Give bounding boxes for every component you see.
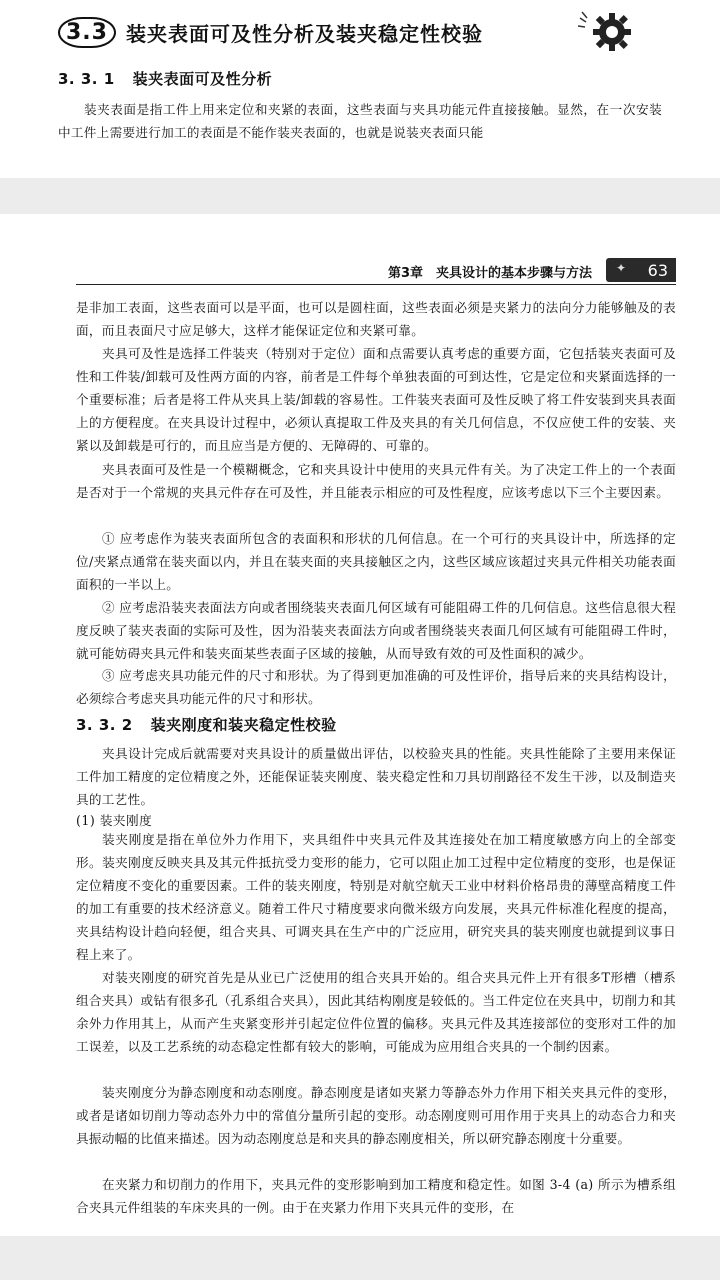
section-number: 3.3	[58, 17, 116, 48]
paragraph: 装夹刚度是指在单位外力作用下，夹具组件中夹具元件及其连接处在加工精度敏感方向上的全部变形。装夹刚度反映夹具及其元件抵抗受力变形的能力，它可以阻止加工过程中定位精度的变形，也是保证定位精度不变化的重要因素。工件的装夹刚度，特别是对航空航天工业中材料价格昂贵的薄壁高精度工件的加工有重要的技术经济意义。随着工件尺寸精度要求向微米级方向发展，夹具元件标准化程度的提高，夹具结构设计趋向轻便，组合夹具、可调夹具在生产中的广泛应用，研究夹具的装夹刚度也就提到议事日程上来了。	[76, 832, 676, 962]
paragraph: ① 应考虑作为装夹表面所包含的表面积和形状的几何信息。在一个可行的夹具设计中，所选择的定位/夹紧点通常在装夹面以内，并且在装夹面的夹具接触区之内，这些区域应该超过夹具元件相关功能表面面积的一半以上。	[76, 531, 676, 592]
paragraph: 在夹紧力和切削力的作用下，夹具元件的变形影响到加工精度和稳定性。如图 3-4 (a) 所示为槽系组合夹具元件组装的车床夹具的一例。由于在夹紧力作用下夹具元件的变形，在	[76, 1177, 676, 1215]
paragraph: 装夹刚度分为静态刚度和动态刚度。静态刚度是诸如夹紧力等静态外力作用下相关夹具元件的变形，或者是诸如切削力等动态外力中的常值分量所引起的变形。动态刚度则可用作用于夹具上的动态合力和夹具振动幅的比值来描述。因为动态刚度总是和夹具的静态刚度相关，所以研究静态刚度十分重要。	[76, 1085, 676, 1146]
subsection-number: 3. 3. 1	[58, 70, 115, 88]
subsection-title: 装夹表面可及性分析	[132, 70, 273, 88]
section-banner	[58, 12, 483, 52]
paragraph: 夹具可及性是选择工件装夹（特别对于定位）面和点需要认真考虑的重要方面，它包括装夹表面可及性和工件装/卸载可及性两方面的内容，前者是工件每个单独表面的可到达性，它是定位和夹紧面选择的一个重要标准；后者是将工件从夹具上装/卸载的容易性。工件装夹表面可及性反映了将工件安装到夹具表面上的方便程度。在夹具设计过程中，必须认真提取工件及夹具的有关几何信息，不仅应使工件的安装、夹紧以及卸载是可行的，而且应当是方便的、无障碍的、可靠的。	[76, 346, 676, 453]
item-heading: (1) 装夹刚度	[76, 813, 153, 828]
paragraph: ② 应考虑沿装夹表面法方向或者围绕装夹表面几何区域有可能阻碍工件的几何信息。这些信息很大程度反映了装夹表面的实际可及性，因为沿装夹表面法方向或者围绕装夹表面几何区域有可能阻碍工件时，就可能妨碍夹具元件和装夹面某些表面子区域的接触，从而导致有效的可及性面积的减少。	[76, 600, 676, 661]
running-header-title: 第3章 夹具设计的基本步骤与方法	[387, 266, 592, 281]
sparkle-icon: ✦	[616, 261, 627, 275]
paragraph: 对装夹刚度的研究首先是从业已广泛使用的组合夹具开始的。组合夹具元件上开有很多T形槽（槽系组合夹具）或钻有很多孔（孔系组合夹具），因此其结构刚度是较低的。当工件定位在夹具中，切削力和其余外力作用其上，从而产生夹紧变形并引起定位件位置的偏移。夹具元件及其连接部位的变形对工件的加工误差，以及工艺系统的动态稳定性都有较大的影响，可能成为应用组合夹具的一个制约因素。	[76, 970, 676, 1054]
page-number: 63	[647, 260, 668, 280]
page-gap-bottom	[0, 1236, 720, 1280]
paragraph: 夹具设计完成后就需要对夹具设计的质量做出评估，以校验夹具的性能。夹具性能除了主要用来保证工件加工精度的定位精度之外，还能保证装夹刚度、装夹稳定性和刀具切削路径不发生干涉，以及制造夹具的工艺性。	[76, 746, 676, 807]
page-gap	[0, 178, 720, 214]
paragraph: 装夹表面是指工件上用来定位和夹紧的表面，这些表面与夹具功能元件直接接触。显然，在一次安装中工件上需要进行加工的表面是不能作装夹表面的，也就是说装夹表面只能	[58, 102, 662, 140]
subsection-title: 装夹刚度和装夹稳定性校验	[150, 716, 337, 734]
running-header	[76, 256, 676, 285]
paragraph: ③ 应考虑夹具功能元件的尺寸和形状。为了得到更加准确的可及性评价，指导后来的夹具结构设计，必须综合考虑夹具功能元件的尺寸和形状。	[76, 668, 676, 706]
subsection-heading-331	[58, 68, 272, 89]
subsection-number: 3. 3. 2	[76, 716, 133, 734]
paragraph: 夹具表面可及性是一个模糊概念，它和夹具设计中使用的夹具元件有关。为了决定工件上的一个表面是否对于一个常规的夹具元件存在可及性，并且能表示相应的可及性程度，应该考虑以下三个主要因素。	[76, 462, 676, 500]
subsection-heading-332	[76, 714, 337, 735]
gear-icon	[578, 8, 638, 56]
section-title: 装夹表面可及性分析及装夹稳定性校验	[125, 21, 483, 46]
paragraph: 是非加工表面，这些表面可以是平面，也可以是圆柱面，这些表面必须是夹紧力的法向分力能够触及的表面，而且表面尺寸应足够大，这样才能保证定位和夹紧可靠。	[76, 300, 676, 338]
page-number-badge	[606, 258, 676, 282]
